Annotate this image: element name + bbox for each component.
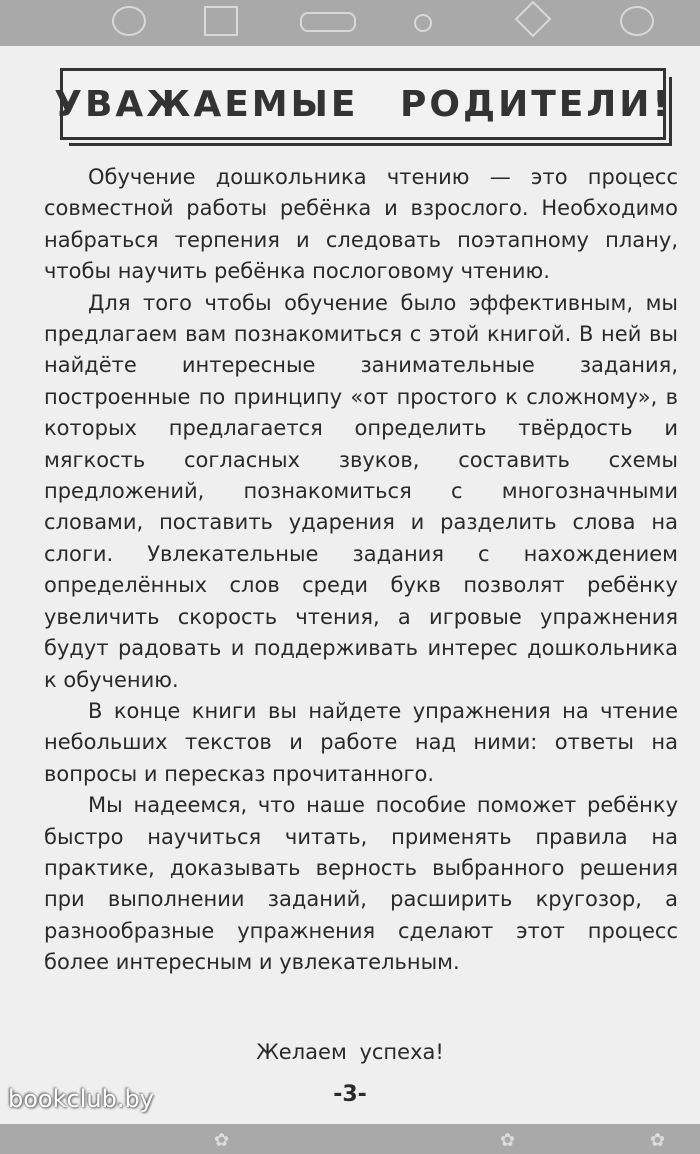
- page-title: УВАЖАЕМЫЕ РОДИТЕЛИ!: [54, 83, 672, 125]
- kite-doodle-icon: [515, 1, 552, 38]
- page-number: -3-: [333, 1082, 367, 1107]
- top-decorative-band: [0, 0, 700, 46]
- paragraph-1: Обучение дошкольника чтению — это процесс совместной работы ребёнка и взрослого. Необходимо набраться терпения и следовать поэтапному плану, чтобы научить ребёнка послоговому чтению.: [44, 165, 678, 284]
- flower-doodle-icon: ✿: [214, 1130, 230, 1151]
- title-frame: [54, 68, 672, 140]
- cube-doodle-icon: [204, 6, 238, 36]
- flower-doodle-icon: ✿: [650, 1130, 666, 1151]
- bee-doodle-icon: [414, 14, 432, 32]
- paragraph-3: В конце книги вы найдете упражнения на чтение небольших текстов и работе над ними: ответы на вопросы и пересказ прочитанного.: [44, 698, 678, 786]
- watermark: bookclub.by: [8, 1085, 154, 1113]
- face-doodle-icon: [112, 6, 146, 36]
- book-page: [0, 46, 700, 1124]
- paragraph-4: Мы надеемся, что наше пособие поможет ребёнку быстро научиться читать, применять правила на практике, доказывать верность выбранного решения при выполнении заданий, расширить кругозор, а разнообразные упражнения сделают этот процесс более интересным и увлекательным.: [44, 793, 678, 975]
- paragraph-2: Для того чтобы обучение было эффективным, мы предлагаем вам познакомиться с этой книгой. В ней вы найдёте интересные занимательные задания, построенные по принципу «от простого к сложному», в которых предлагается определить твёрдость и мягкость согласных звуков, составить схемы предложений, познакомиться с многозначными словами, поставить ударения и разделить слова на слоги. Увлекательные задания с нахождением определённых слов среди букв позволят ребёнку увеличить скорость чтения, а игровые упражнения будут радовать и поддерживать интерес дошкольника к обучению.: [44, 290, 678, 692]
- bottom-decorative-band: [0, 1124, 700, 1154]
- car-doodle-icon: [300, 12, 356, 32]
- flower-doodle-icon: ✿: [500, 1130, 516, 1151]
- ball-doodle-icon: [620, 6, 654, 36]
- closing-line: Желаем успеха!: [256, 1040, 444, 1064]
- body-text: [44, 162, 678, 979]
